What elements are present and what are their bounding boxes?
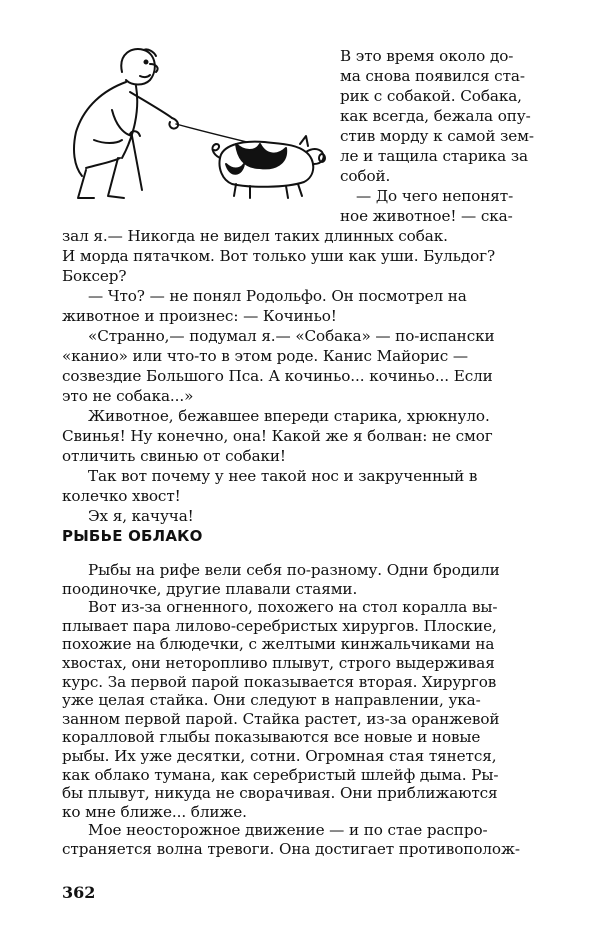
text-line: Так вот почему у нее такой нос и закрученный в: [88, 467, 478, 485]
text-line: похожие на блюдечки, с желтыми кинжальчиками на: [62, 635, 495, 654]
text-line: Животное, бежавшее впереди старика, хрюкнуло.: [88, 407, 490, 425]
text-line: уже целая стайка. Они следуют в направлении, ука-: [62, 691, 481, 710]
text-line: Боксер?: [62, 267, 127, 285]
text-line: — До чего непонят-: [356, 187, 514, 205]
text-line: животное и произнес: — Кочиньо!: [62, 307, 337, 325]
text-line: — Что? — не понял Родольфо. Он посмотрел на: [88, 287, 467, 305]
text-line: страняется волна тревоги. Она достигает противополож-: [62, 840, 520, 858]
text-line: как облако тумана, как серебристый шлейф дыма. Ры-: [62, 765, 499, 784]
text-line: ле и тащила старика за: [340, 147, 528, 165]
text-line: «канио» или что-то в этом роде. Канис Майорис —: [62, 347, 469, 365]
text-line: это не собака...»: [62, 387, 194, 405]
section-heading: РЫБЬЕ ОБЛАКО: [62, 527, 203, 545]
text-line: Мое неосторожное движение — и по стае распро-: [88, 821, 488, 840]
text-line: коралловой глыбы показываются все новые и новые: [62, 728, 481, 747]
text-line: Вот из-за огненного, похожего на стол коралла вы-: [88, 598, 498, 617]
text-line: отличить свинью от собаки!: [62, 447, 286, 465]
text-line: созвездие Большого Пса. А кочиньо... кочиньо... Если: [62, 367, 493, 385]
text-line: как всегда, бежала опу-: [340, 107, 531, 125]
text-line: занном первой парой. Стайка растет, из-за оранжевой: [62, 709, 500, 728]
text-line: ма снова появился ста-: [340, 67, 525, 85]
page-number: 362: [62, 883, 96, 902]
text-line: курс. За первой парой показывается вторая. Хирургов: [62, 672, 497, 691]
text-line: «Странно,— подумал я.— «Собака» — по-испански: [88, 327, 495, 345]
text-line: зал я.— Никогда не видел таких длинных собак.: [62, 227, 448, 245]
text-line: хвостах, они неторопливо плывут, строго выдерживая: [62, 654, 495, 672]
text-line: поодиночке, другие плавали стаями.: [62, 579, 358, 598]
text-line: рыбы. Их уже десятки, сотни. Огромная стая тянется,: [62, 747, 497, 765]
text-line: бы плывут, никуда не сворачивая. Они приближаются: [62, 784, 498, 803]
text-line: В это время около до-: [340, 47, 514, 65]
text-line: Свинья! Ну конечно, она! Какой же я болван: не смог: [62, 427, 493, 445]
text-line: собой.: [340, 167, 391, 185]
text-line: плывает пара лилово-серебристых хирургов. Плоские,: [62, 616, 497, 635]
man-with-pig-illustration: [60, 40, 330, 200]
text-line: И морда пятачком. Вот только уши как уши. Бульдог?: [62, 247, 496, 265]
text-line: ное животное! — ска-: [340, 207, 513, 225]
text-line: колечко хвост!: [62, 487, 181, 505]
text-line: ко мне ближе... ближе.: [62, 802, 247, 821]
text-line: стив морду к самой зем-: [340, 127, 534, 145]
text-line: Рыбы на рифе вели себя по-разному. Одни бродили: [88, 561, 500, 579]
text-line: Эх я, качуча!: [88, 507, 194, 525]
text-line: рик с собакой. Собака,: [340, 87, 522, 105]
